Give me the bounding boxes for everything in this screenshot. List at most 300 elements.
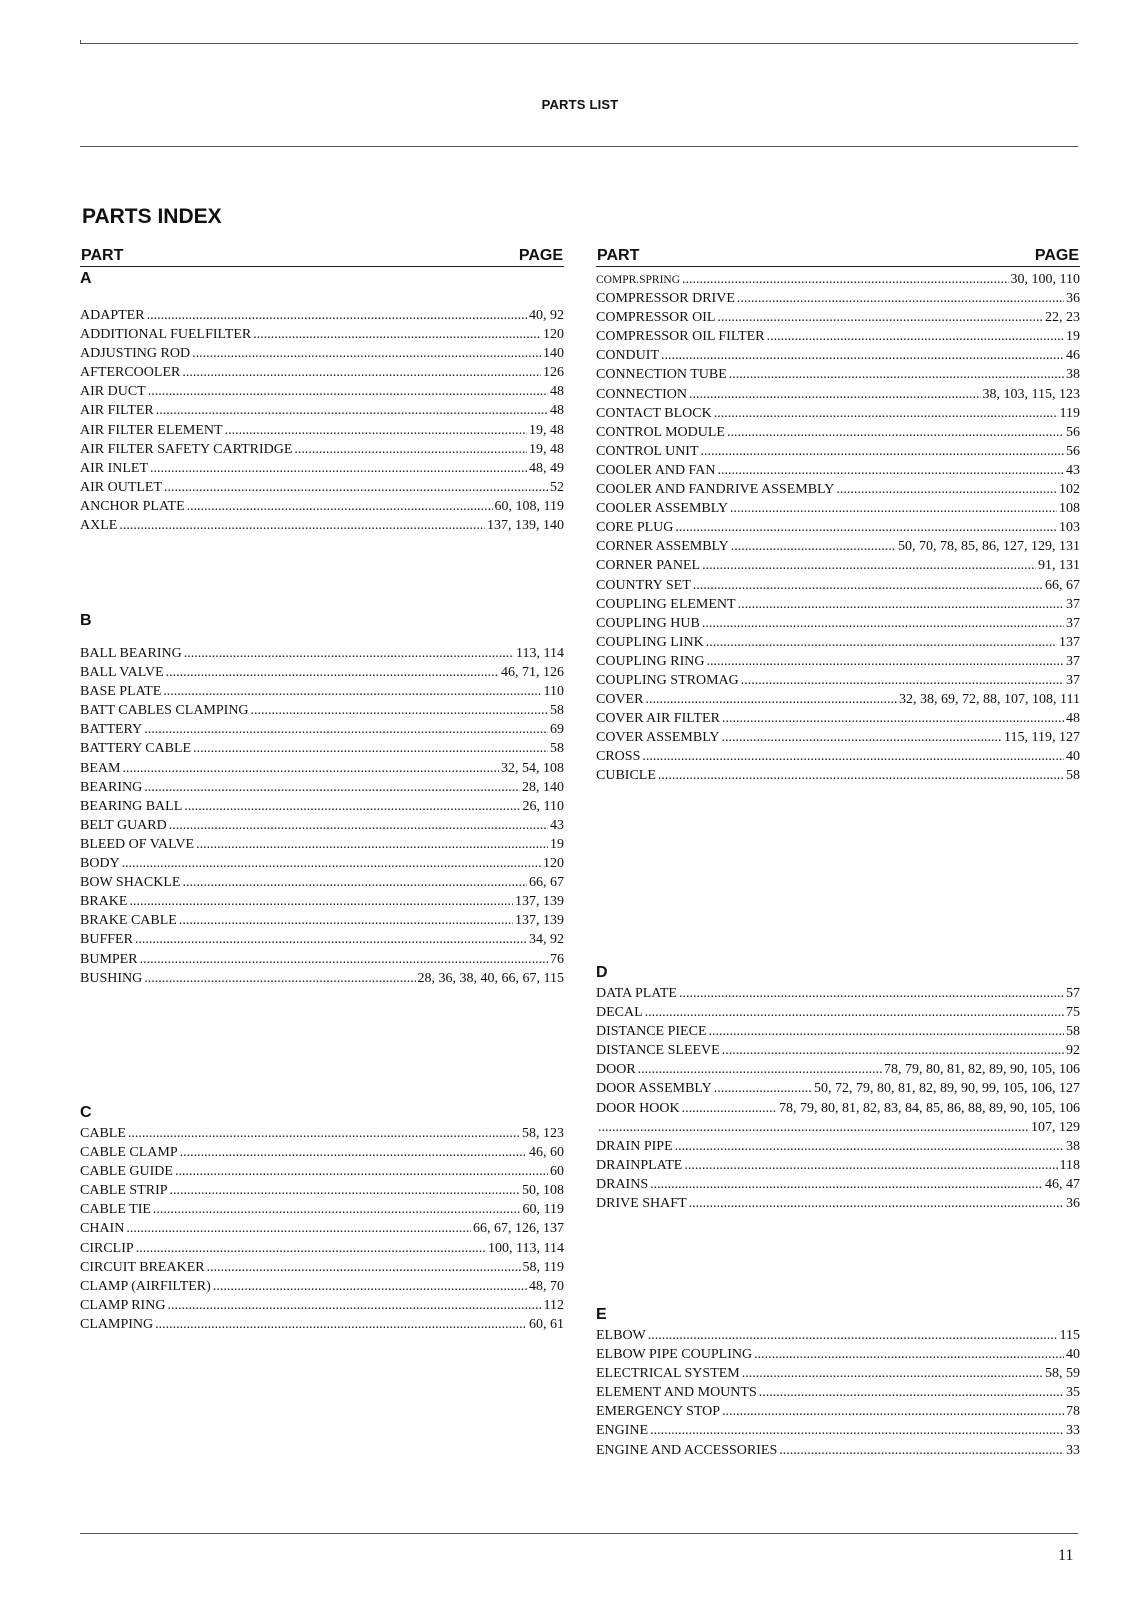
left-column <box>80 246 564 1332</box>
entry-page-numbers: 58 <box>1066 1024 1080 1040</box>
entry-part-name: DOOR ASSEMBLY <box>596 1081 712 1097</box>
entry-part-name: DATA PLATE <box>596 986 677 1001</box>
entry-page-numbers: 48, 70 <box>529 1278 564 1294</box>
index-entry <box>80 1296 564 1315</box>
entry-page-numbers: 32, 38, 69, 72, 88, 107, 108, 111 <box>899 692 1080 708</box>
dot-leader <box>759 1383 1064 1402</box>
dot-leader <box>742 1364 1043 1383</box>
entry-part-name: COUPLING ELEMENT <box>596 596 736 612</box>
index-entry <box>80 720 564 739</box>
entry-part-name: COMPRESSOR OIL <box>596 310 716 326</box>
index-entry <box>596 1079 1080 1098</box>
index-entry <box>596 537 1080 556</box>
entry-page-numbers: 78, 79, 80, 81, 82, 83, 84, 85, 86, 88, 89, 90, 105, 106 <box>779 1100 1080 1116</box>
entry-page-numbers: 43 <box>1066 462 1080 478</box>
entry-page-numbers: 78, 79, 80, 81, 82, 89, 90, 105, 106 <box>884 1062 1080 1078</box>
index-entry <box>80 1219 564 1238</box>
entry-page-numbers: 30, 100, 110 <box>1010 272 1080 287</box>
index-entry <box>596 1060 1080 1079</box>
index-entry <box>80 797 564 816</box>
entry-part-name: BELT GUARD <box>80 817 167 833</box>
index-entry <box>80 516 564 535</box>
entry-part-name: BOW SHACKLE <box>80 875 181 891</box>
dot-leader <box>722 1041 1064 1060</box>
entry-page-numbers: 22, 23 <box>1045 310 1080 326</box>
entry-part-name: CONTROL MODULE <box>596 424 725 440</box>
dot-leader <box>122 759 499 778</box>
entry-part-name: DRAINPLATE <box>596 1157 683 1173</box>
index-entry <box>596 690 1080 709</box>
entry-page-numbers: 76 <box>550 951 564 967</box>
entry-part-name: ELBOW PIPE COUPLING <box>596 1347 753 1363</box>
entry-page-numbers: 40, 92 <box>529 308 564 323</box>
dot-leader <box>650 1421 1064 1440</box>
index-entry <box>596 1421 1080 1440</box>
dot-leader <box>166 663 499 682</box>
entry-part-name: CLAMP (AIRFILTER) <box>80 1278 211 1294</box>
entry-page-numbers: 50, 70, 78, 85, 86, 127, 129, 131 <box>898 539 1080 555</box>
entry-page-numbers: 33 <box>1066 1423 1080 1439</box>
entry-part-name: CORNER ASSEMBLY <box>596 539 729 555</box>
index-entry <box>596 308 1080 327</box>
entry-part-name: ELECTRICAL SYSTEM <box>596 1366 740 1382</box>
dot-leader <box>741 671 1064 690</box>
index-entry <box>80 1315 564 1334</box>
index-entry <box>80 663 564 682</box>
dot-leader <box>689 1194 1064 1213</box>
dot-leader <box>682 270 1008 289</box>
entry-part-name: COVER <box>596 692 644 708</box>
index-entry <box>596 499 1080 518</box>
index-entry <box>596 1383 1080 1402</box>
section-c-continued <box>596 270 1080 786</box>
entry-part-name: CABLE CLAMP <box>80 1145 178 1161</box>
entry-part-name: CORNER PANEL <box>596 558 701 574</box>
dot-leader <box>706 633 1057 652</box>
entry-page-numbers: 38 <box>1066 367 1080 383</box>
dot-leader <box>693 576 1043 595</box>
entry-part-name: BALL BEARING <box>80 646 182 661</box>
index-entry <box>596 728 1080 747</box>
dot-leader <box>175 1162 548 1181</box>
dot-leader <box>702 614 1064 633</box>
index-entry <box>80 835 564 854</box>
entry-page-numbers: 107, 129 <box>1031 1119 1080 1135</box>
entry-part-name: CABLE <box>80 1126 126 1141</box>
entry-page-numbers: 28, 140 <box>522 779 564 795</box>
dot-leader <box>737 289 1064 308</box>
entry-part-name: COMPRESSOR DRIVE <box>596 291 735 307</box>
entry-page-numbers: 46, 47 <box>1045 1176 1080 1192</box>
index-entry <box>80 401 564 420</box>
entry-part-name: COOLER AND FANDRIVE ASSEMBLY <box>596 482 835 498</box>
dot-leader <box>727 423 1064 442</box>
page-column-label: PAGE <box>518 247 563 264</box>
entry-part-name: DRAINS <box>596 1176 649 1192</box>
entry-page-numbers: 92 <box>1066 1043 1080 1059</box>
entry-part-name: BODY <box>80 856 120 872</box>
dot-leader <box>701 442 1064 461</box>
dot-leader <box>675 1137 1064 1156</box>
entry-page-numbers: 57 <box>1066 986 1080 1001</box>
entry-part-name: COMPRESSOR OIL FILTER <box>596 329 765 345</box>
entry-page-numbers: 69 <box>550 722 564 738</box>
index-entry <box>80 421 564 440</box>
entry-part-name: COMPR.SPRING <box>596 274 681 286</box>
entry-page-numbers: 60, 61 <box>529 1316 564 1332</box>
entry-page-numbers: 48 <box>550 403 564 419</box>
entry-page-numbers: 26, 110 <box>522 798 564 814</box>
entry-page-numbers: 37 <box>1066 615 1080 631</box>
entry-part-name: CABLE TIE <box>80 1202 151 1218</box>
entry-page-numbers: 36 <box>1066 291 1080 307</box>
index-entry <box>80 682 564 701</box>
entry-part-name: BATTERY CABLE <box>80 741 192 757</box>
dot-leader <box>184 797 520 816</box>
entry-part-name: BASE PLATE <box>80 684 162 700</box>
index-entry <box>80 778 564 797</box>
entry-part-name: EMERGENCY STOP <box>596 1404 721 1420</box>
part-column-label: PART <box>597 247 640 264</box>
entry-part-name: COUNTRY SET <box>596 577 691 593</box>
entry-part-name: BUSHING <box>80 970 143 986</box>
index-entry <box>596 671 1080 690</box>
entry-part-name: AIR DUCT <box>80 384 146 400</box>
dot-leader <box>144 778 520 797</box>
dot-leader <box>658 766 1064 785</box>
index-entry <box>596 633 1080 652</box>
entry-part-name: CORE PLUG <box>596 520 674 536</box>
page-column-label: PAGE <box>1034 247 1079 264</box>
entry-part-name: AIR FILTER SAFETY CARTRIDGE <box>80 441 293 457</box>
dot-leader <box>147 306 527 325</box>
left-column-header <box>80 246 564 267</box>
dot-leader <box>729 365 1064 384</box>
entry-part-name: CONTROL UNIT <box>596 443 699 459</box>
dot-leader <box>153 1200 521 1219</box>
entry-page-numbers: 56 <box>1066 424 1080 440</box>
entry-page-numbers: 78 <box>1066 1404 1080 1420</box>
dot-leader <box>675 518 1057 537</box>
index-entry <box>80 440 564 459</box>
index-entry <box>596 1156 1080 1175</box>
dot-leader <box>122 854 541 873</box>
footer-rule <box>80 1533 1078 1534</box>
entry-part-name: AFTERCOOLER <box>80 365 181 381</box>
index-entry <box>80 892 564 911</box>
entry-page-numbers: 46, 71, 126 <box>501 665 564 681</box>
dot-leader <box>119 516 485 535</box>
entry-page-numbers: 36 <box>1066 1196 1080 1212</box>
dot-leader <box>225 421 527 440</box>
entry-part-name: CUBICLE <box>596 768 656 784</box>
dot-leader <box>136 1239 486 1258</box>
index-entry <box>596 346 1080 365</box>
entry-page-numbers: 137, 139, 140 <box>487 518 564 534</box>
section-b <box>80 610 564 988</box>
entry-page-numbers: 19, 48 <box>529 422 564 438</box>
entry-part-name: AIR FILTER <box>80 403 154 419</box>
index-entry <box>596 614 1080 633</box>
entry-part-name: BEARING BALL <box>80 798 183 814</box>
entry-part-name: DISTANCE SLEEVE <box>596 1043 720 1059</box>
index-entry <box>80 1162 564 1181</box>
index-entry <box>596 518 1080 537</box>
entry-part-name: COUPLING RING <box>596 653 705 669</box>
section-letter: B <box>80 612 92 629</box>
section-letter: D <box>596 964 608 981</box>
index-entry <box>80 478 564 497</box>
entry-page-numbers: 137 <box>1059 634 1080 650</box>
entry-part-name: DRAIN PIPE <box>596 1138 673 1154</box>
index-entry <box>596 1137 1080 1156</box>
dot-leader <box>645 1003 1064 1022</box>
entry-page-numbers: 120 <box>543 327 564 343</box>
dot-leader <box>150 459 527 478</box>
dot-leader <box>642 747 1064 766</box>
part-column-label: PART <box>81 247 124 264</box>
entry-page-numbers: 37 <box>1066 653 1080 669</box>
index-entry <box>596 766 1080 785</box>
entry-page-numbers: 108 <box>1059 501 1080 517</box>
entry-page-numbers: 32, 54, 108 <box>501 760 564 776</box>
dot-leader <box>182 363 541 382</box>
entry-part-name: DOOR <box>596 1062 636 1078</box>
page-number: 11 <box>1058 1547 1074 1564</box>
dot-leader <box>144 969 415 988</box>
index-entry <box>596 984 1080 1003</box>
index-entry <box>596 1402 1080 1421</box>
entry-part-name: ELEMENT AND MOUNTS <box>596 1385 757 1401</box>
section-letter: E <box>596 1306 607 1323</box>
index-entry <box>80 930 564 949</box>
entry-page-numbers: 46, 60 <box>529 1145 564 1161</box>
dot-leader <box>196 835 548 854</box>
entry-part-name: ENGINE AND ACCESSORIES <box>596 1442 778 1458</box>
dot-leader <box>167 1296 541 1315</box>
entry-part-name: BRAKE <box>80 894 128 910</box>
entry-page-numbers: 91, 131 <box>1038 558 1080 574</box>
entry-page-numbers: 60, 119 <box>522 1202 564 1218</box>
entry-part-name: COUPLING LINK <box>596 634 704 650</box>
entry-part-name: ENGINE <box>596 1423 649 1439</box>
entry-part-name: CONNECTION TUBE <box>596 367 727 383</box>
index-entry <box>596 385 1080 404</box>
dot-leader <box>213 1277 527 1296</box>
entry-part-name: ADDITIONAL FUELFILTER <box>80 327 252 343</box>
entry-page-numbers: 113, 114 <box>516 646 564 661</box>
index-entry <box>596 1364 1080 1383</box>
index-entry <box>80 325 564 344</box>
entry-page-numbers: 37 <box>1066 672 1080 688</box>
dot-leader <box>169 816 548 835</box>
entry-part-name: CIRCUIT BREAKER <box>80 1259 205 1275</box>
index-entry <box>80 1200 564 1219</box>
index-entry <box>80 1143 564 1162</box>
index-entry <box>80 950 564 969</box>
index-entry <box>596 1326 1080 1345</box>
index-entry <box>80 911 564 930</box>
entry-page-numbers: 56 <box>1066 443 1080 459</box>
entry-page-numbers: 58, 123 <box>522 1126 564 1141</box>
dot-leader <box>207 1258 521 1277</box>
dot-leader <box>182 873 527 892</box>
top-rule <box>80 43 1078 44</box>
dot-leader <box>170 1181 520 1200</box>
entry-page-numbers: 60, 108, 119 <box>494 498 564 514</box>
entry-page-numbers: 75 <box>1066 1005 1080 1021</box>
entry-page-numbers: 48 <box>1066 711 1080 727</box>
entry-part-name: COOLER AND FAN <box>596 462 716 478</box>
entry-page-numbers: 40 <box>1066 749 1080 765</box>
entry-page-numbers: 58 <box>1066 768 1080 784</box>
entry-page-numbers: 38, 103, 115, 123 <box>982 386 1080 402</box>
entry-page-numbers: 48 <box>550 384 564 400</box>
dot-leader <box>767 327 1064 346</box>
entry-page-numbers: 118 <box>1059 1157 1080 1173</box>
dot-leader <box>684 1156 1057 1175</box>
entry-part-name: BATT CABLES CLAMPING <box>80 703 249 719</box>
entry-part-name: CLAMPING <box>80 1316 154 1332</box>
entry-part-name: BLEED OF VALVE <box>80 836 195 852</box>
entry-page-numbers: 48, 49 <box>529 460 564 476</box>
dot-leader <box>192 344 541 363</box>
index-entry <box>596 270 1080 289</box>
index-entry <box>80 739 564 758</box>
index-entry <box>80 816 564 835</box>
entry-part-name: AIR INLET <box>80 460 149 476</box>
entry-page-numbers: 43 <box>550 817 564 833</box>
entry-part-name: BATTERY <box>80 722 143 738</box>
dot-leader <box>717 308 1043 327</box>
entry-part-name: CLAMP RING <box>80 1297 166 1313</box>
entry-part-name: ANCHOR PLATE <box>80 498 185 514</box>
entry-page-numbers: 46 <box>1066 348 1080 364</box>
entry-page-numbers: 34, 92 <box>529 932 564 948</box>
entry-page-numbers: 35 <box>1066 1385 1080 1401</box>
dot-leader <box>836 480 1057 499</box>
entry-page-numbers: 19, 48 <box>529 441 564 457</box>
dot-leader <box>184 644 514 663</box>
dot-leader <box>148 382 548 401</box>
entry-page-numbers: 37 <box>1066 596 1080 612</box>
dot-leader <box>714 1079 812 1098</box>
index-entry <box>596 1022 1080 1041</box>
entry-part-name: CONTACT BLOCK <box>596 405 712 421</box>
entry-part-name: AIR OUTLET <box>80 479 163 495</box>
entry-part-name: ADJUSTING ROD <box>80 346 191 362</box>
section-d <box>596 962 1080 1213</box>
entry-page-numbers: 115 <box>1059 1328 1080 1343</box>
entry-part-name: ELBOW <box>596 1328 646 1343</box>
entry-part-name: CHAIN <box>80 1221 125 1237</box>
entry-part-name: COUPLING HUB <box>596 615 700 631</box>
entry-page-numbers: 103 <box>1059 520 1080 536</box>
entry-part-name: CIRCLIP <box>80 1240 134 1256</box>
right-column-header <box>596 246 1080 267</box>
dot-leader <box>156 401 548 420</box>
dot-leader <box>661 346 1064 365</box>
section-letter: A <box>80 270 92 287</box>
index-entry <box>596 1099 1080 1118</box>
dot-leader <box>187 497 493 516</box>
entry-part-name: CONDUIT <box>596 348 659 364</box>
index-entry <box>80 1258 564 1277</box>
entry-page-numbers: 126 <box>543 365 564 381</box>
dot-leader <box>126 1219 471 1238</box>
entry-page-numbers: 115, 119, 127 <box>1004 730 1080 746</box>
entry-part-name: DRIVE SHAFT <box>596 1196 687 1212</box>
entry-page-numbers: 52 <box>550 479 564 495</box>
index-entry <box>596 1441 1080 1460</box>
entry-page-numbers: 58, 59 <box>1045 1366 1080 1382</box>
entry-part-name: CROSS <box>596 749 641 765</box>
dot-leader <box>650 1175 1043 1194</box>
index-entry <box>80 1239 564 1258</box>
header-rule <box>80 146 1078 147</box>
entry-part-name: BRAKE CABLE <box>80 913 177 929</box>
entry-page-numbers: 60 <box>550 1164 564 1180</box>
dot-leader <box>164 478 548 497</box>
dot-leader <box>140 950 548 969</box>
dot-leader <box>779 1441 1064 1460</box>
entry-part-name: COVER ASSEMBLY <box>596 730 720 746</box>
dot-leader <box>721 728 1002 747</box>
index-entry <box>80 459 564 478</box>
index-entry <box>80 873 564 892</box>
index-entry <box>596 1345 1080 1364</box>
index-entry <box>80 1181 564 1200</box>
index-entry <box>596 1041 1080 1060</box>
entry-part-name: CABLE STRIP <box>80 1183 168 1199</box>
index-entry <box>596 327 1080 346</box>
entry-page-numbers: 137, 139 <box>515 894 564 910</box>
entry-page-numbers: 66, 67 <box>529 875 564 891</box>
index-entry <box>80 363 564 382</box>
index-entry <box>596 289 1080 308</box>
index-entry <box>80 1277 564 1296</box>
index-entry <box>596 652 1080 671</box>
dot-leader <box>180 1143 527 1162</box>
dot-leader <box>251 701 548 720</box>
entry-page-numbers: 119 <box>1059 405 1080 421</box>
entry-page-numbers: 120 <box>543 856 564 872</box>
dot-leader <box>714 404 1058 423</box>
index-entry <box>80 759 564 778</box>
entry-page-numbers: 102 <box>1059 482 1080 498</box>
index-entry <box>80 497 564 516</box>
dot-leader <box>638 1060 882 1079</box>
dot-leader <box>648 1326 1058 1345</box>
entry-page-numbers: 58 <box>550 741 564 757</box>
dot-leader <box>645 690 897 709</box>
index-entry <box>80 306 564 325</box>
index-entry <box>80 854 564 873</box>
index-entry <box>80 344 564 363</box>
index-entry <box>80 969 564 988</box>
dot-leader <box>682 1099 777 1118</box>
dot-leader <box>253 325 541 344</box>
entry-page-numbers: 50, 108 <box>522 1183 564 1199</box>
index-entry <box>80 644 564 663</box>
index-entry <box>80 1124 564 1143</box>
entry-part-name: COOLER ASSEMBLY <box>596 501 729 517</box>
entry-page-numbers: 137, 139 <box>515 913 564 929</box>
entry-part-name: COVER AIR FILTER <box>596 711 720 727</box>
entry-part-name: AXLE <box>80 518 118 534</box>
dot-leader <box>707 652 1065 671</box>
entry-part-name: BUFFER <box>80 932 133 948</box>
